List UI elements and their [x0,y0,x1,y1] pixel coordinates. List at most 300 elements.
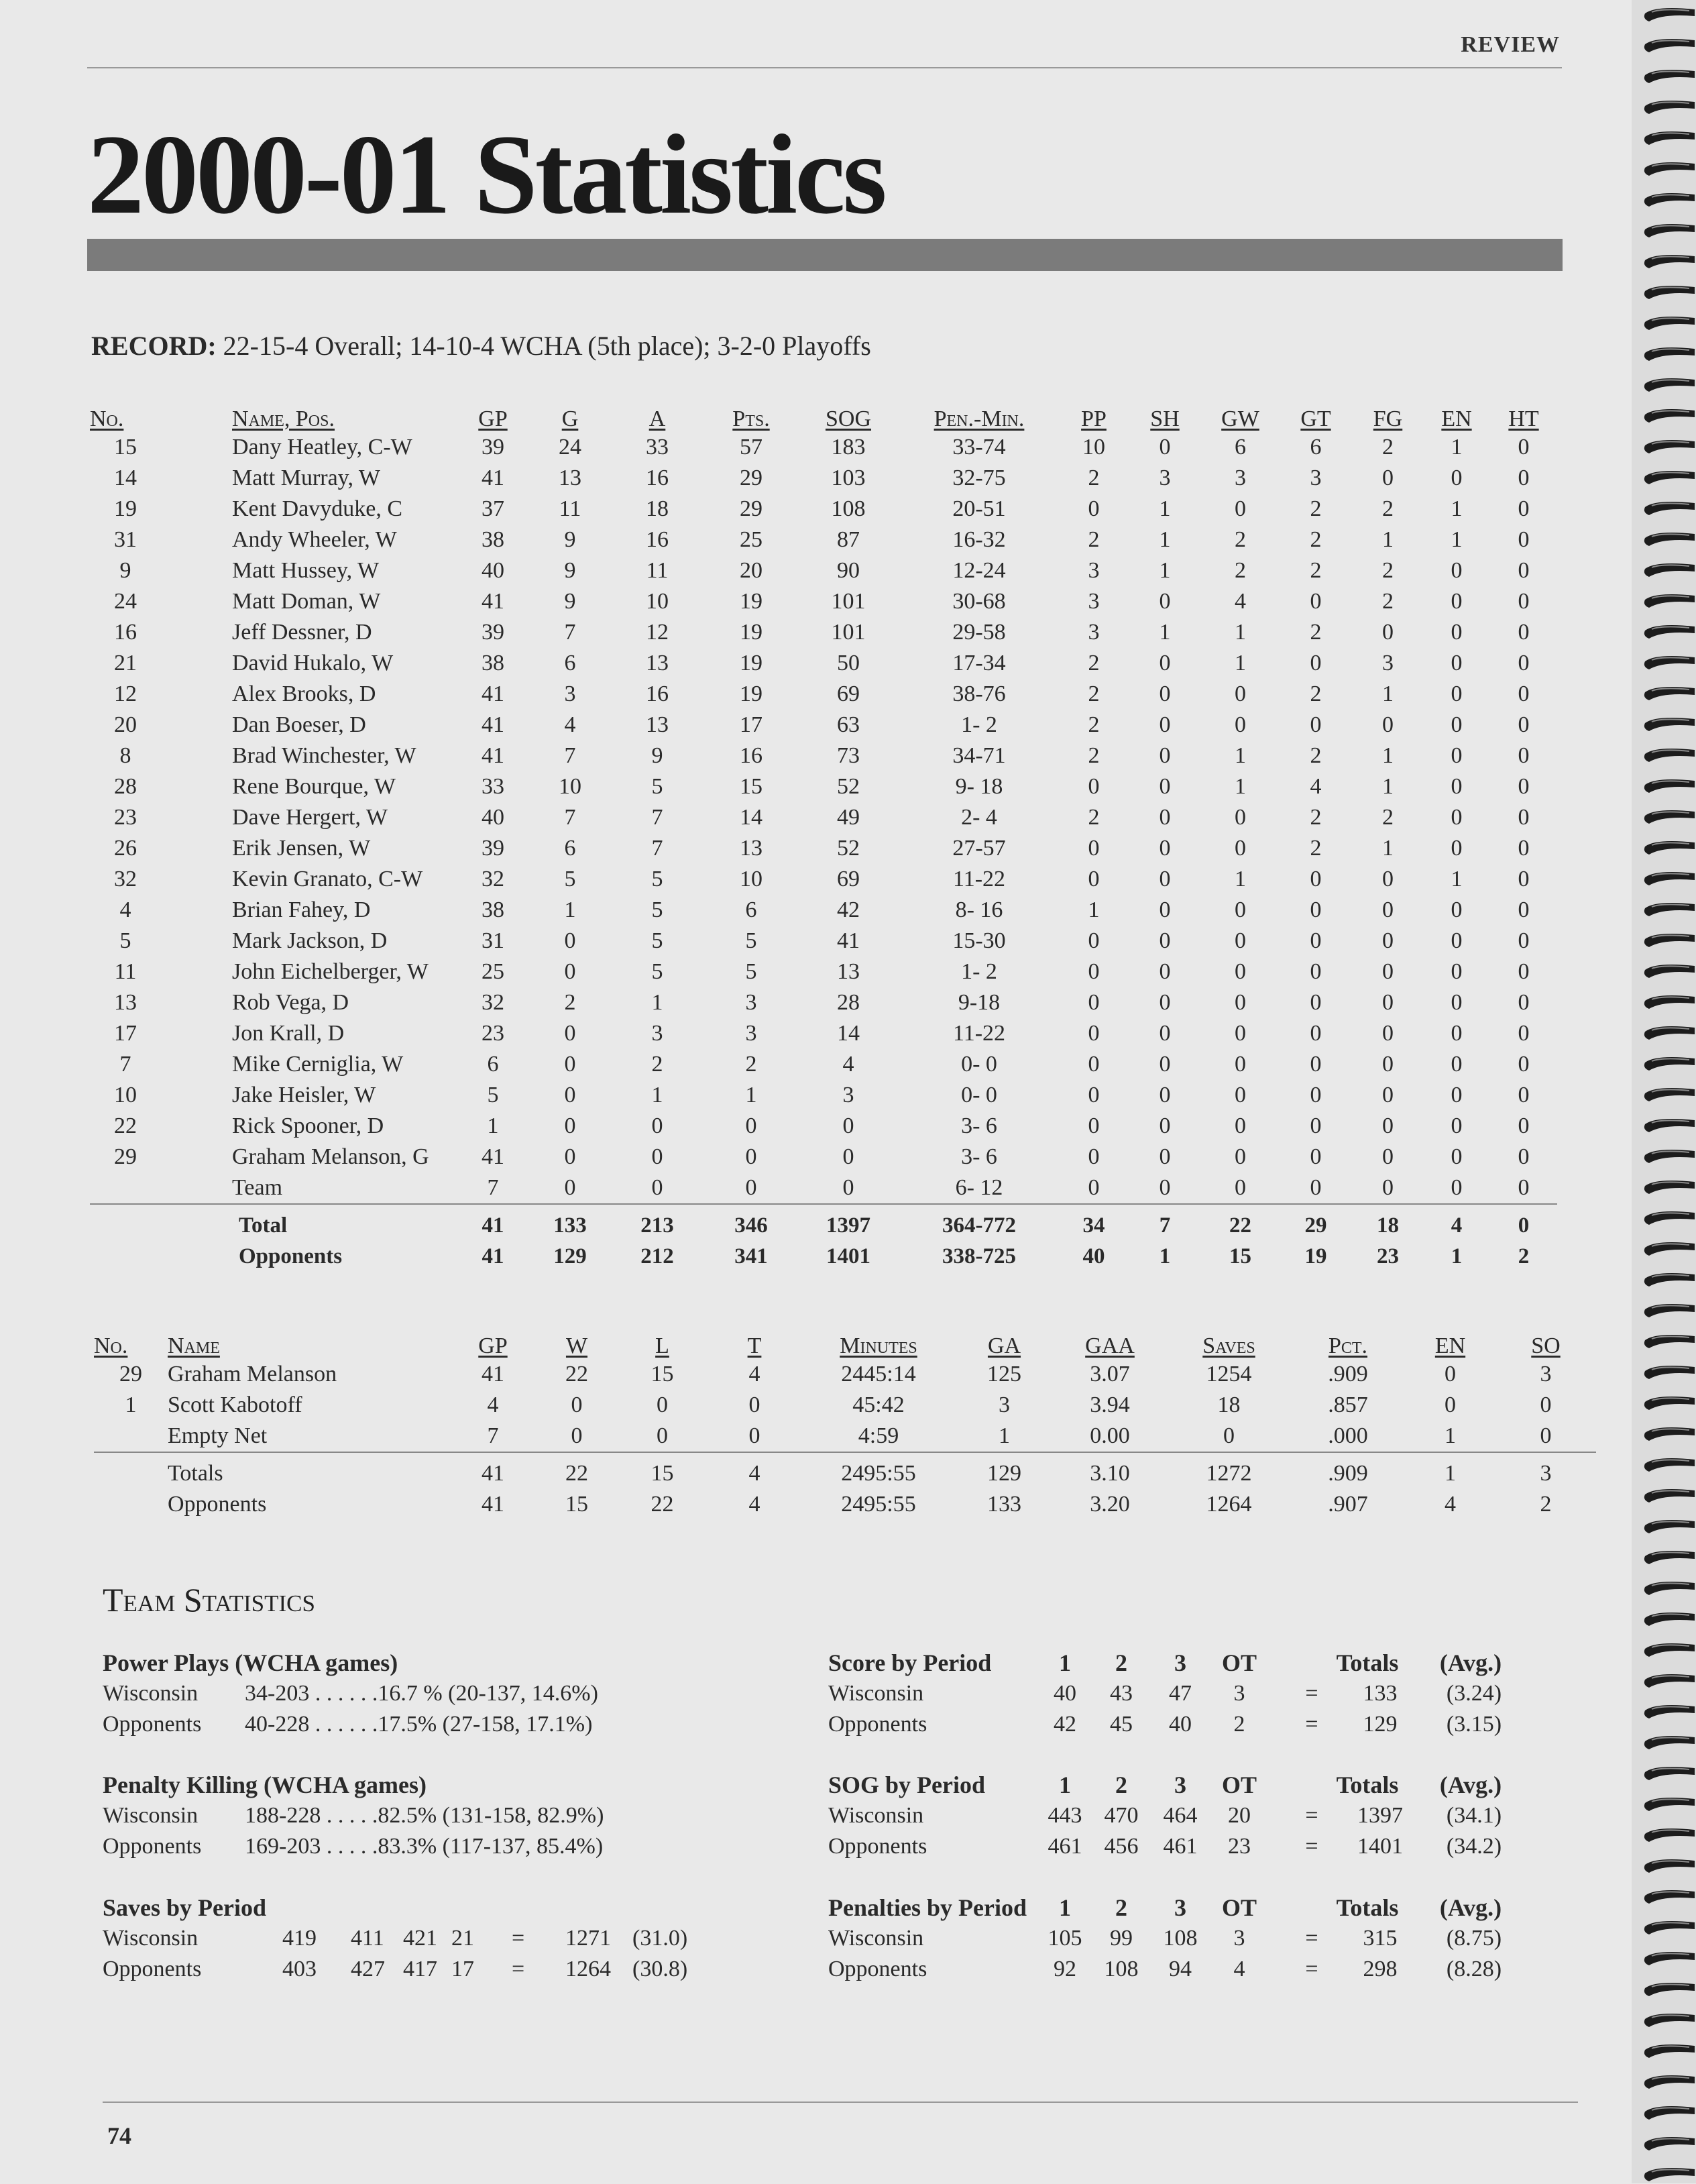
stat-cell: 29 [119,1362,142,1386]
stat-row [103,1681,706,1712]
stat-cell: 2 [564,990,576,1015]
stat-cell: 41 [837,928,860,953]
divider-cell [1279,1204,1353,1210]
stat-cell: 19 [740,681,762,706]
divider-cell [708,1452,801,1458]
stat-cell: 0 [1235,990,1246,1015]
stat-cell: 2- 4 [961,805,997,830]
stat-cell: 41 [482,589,504,614]
player-name: Rene Bourque, W [232,774,396,799]
col-header: L [655,1333,669,1358]
stat-cell: 1401 [826,1244,870,1268]
stat-cell: 29 [1304,1213,1327,1238]
stat-cell: 16-32 [952,527,1006,552]
stat-cell: 32 [114,867,137,891]
stat-cell: 0 [1518,805,1530,830]
stat-cell: 11 [646,558,669,583]
stat-cell: 3 [1310,466,1322,490]
stat-cell: 16 [114,620,137,645]
period-header: OT [1221,1649,1257,1676]
stat-cell: 11 [114,959,137,984]
stat-cell: 0 [1451,558,1463,583]
spiral-coil-icon [1642,899,1696,919]
stat-cell: 12 [114,681,137,706]
stat-cell: 34 [1082,1213,1105,1238]
divider-cell [94,1452,168,1458]
stat-cell: 22 [651,1492,674,1517]
stat-cell: 0 [1382,959,1394,984]
stat-cell: 101 [831,589,866,614]
stat-cell: 0 [1235,897,1246,922]
goalie-stats-table [94,1328,1596,1520]
stat-cell: 4 [1445,1492,1456,1517]
stat-cell: 0 [1382,990,1394,1015]
player-name: Brad Winchester, W [232,743,416,768]
stat-cell: 0 [1518,990,1530,1015]
period-value: (31.0) [632,1926,688,1951]
stat-cell: 0 [1159,651,1171,675]
team-name: Wisconsin [103,1926,199,1951]
stat-cell: 5 [651,897,663,922]
divider-cell [1353,1204,1423,1210]
stat-cell: 3.10 [1090,1461,1130,1486]
totals-label: Total [239,1213,288,1238]
table-row [94,1359,1596,1390]
stat-cell: 0 [1235,959,1246,984]
period-value: 417 [403,1957,437,1981]
table-row [90,617,1557,648]
player-name: Andy Wheeler, W [232,527,397,552]
player-name: Rick Spooner, D [232,1113,384,1138]
stat-cell: 5 [487,1083,499,1107]
team-name: Wisconsin [828,1926,924,1951]
period-header: 2 [1115,1649,1127,1676]
table-row [90,679,1557,710]
stat-cell: 0 [1235,1052,1246,1077]
table-row [90,1172,1557,1204]
stat-cell [94,1458,168,1489]
stat-cell: 1 [651,990,663,1015]
stat-cell: 0 [1235,805,1246,830]
stat-cell: 0 [1235,496,1246,521]
stat-cell: 2 [651,1052,663,1077]
period-value: 315 [1363,1926,1398,1951]
stat-cell: 39 [482,620,504,645]
stat-cell: .907 [1328,1492,1368,1517]
stat-cell: 34-71 [952,743,1006,768]
totals-label: Opponents [168,1492,267,1517]
period-value: 1264 [565,1957,611,1981]
player-name: Matt Hussey, W [232,558,380,583]
stat-cell: 0 [842,1175,854,1200]
period-header: 2 [1115,1771,1127,1798]
stat-cell: 69 [837,867,860,891]
stat-cell: 183 [831,435,866,459]
period-header: OT [1221,1894,1257,1921]
divider-cell [1053,1452,1167,1458]
stat-cell: 0 [1518,527,1530,552]
period-value: 40 [1054,1681,1076,1706]
stat-cell [94,1489,168,1520]
table-row [90,926,1557,957]
stat-cell: 0 [1235,928,1246,953]
stat-cell: 40 [1082,1244,1105,1268]
stat-cell: 3 [745,1021,757,1046]
stat-cell: 341 [734,1244,768,1268]
stat-cell: 0 [1518,774,1530,799]
stat-cell: 9 [119,558,131,583]
stat-cell: 28 [114,774,137,799]
stat-cell: 13 [837,959,860,984]
stat-cell: 2 [1088,805,1100,830]
stat-cell: 0 [1088,928,1100,953]
col-header: Pct. [1328,1333,1368,1358]
stat-cell: 19 [740,589,762,614]
stat-cell: 5 [564,867,576,891]
stat-cell: 13 [646,651,669,675]
stat-cell: 0 [1518,1144,1530,1169]
stat-cell: 2 [1310,496,1322,521]
table-row [90,771,1557,802]
bottom-rule [103,2101,1578,2103]
stat-cell: 29 [740,496,762,521]
stat-cell: 0 [745,1144,757,1169]
player-name: Dany Heatley, C-W [232,435,412,459]
stat-cell: 23 [482,1021,504,1046]
stat-cell: 6 [745,897,757,922]
team-name: Opponents [103,1712,202,1737]
stat-cell: 3.94 [1090,1393,1130,1417]
divider-cell [90,1204,161,1210]
stat-cell: 0 [1088,959,1100,984]
stat-cell: 0 [1223,1423,1235,1448]
stat-cell: 17 [740,712,762,737]
spiral-coil-icon [1642,1177,1696,1197]
stat-cell: 39 [482,836,504,861]
stat-cell: 14 [837,1021,860,1046]
stat-cell: 3 [1382,651,1394,675]
player-name: Dave Hergert, W [232,805,388,830]
stat-cell: 0 [564,1021,576,1046]
period-value: 461 [1048,1834,1082,1859]
period-value: (34.1) [1446,1803,1502,1828]
stat-cell: 0 [1159,774,1171,799]
col-header: GAA [1085,1333,1135,1358]
stat-cell: 4 [487,1393,499,1417]
record-text: 22-15-4 Overall; 14-10-4 WCHA (5th place); 3-2-0 Playoffs [223,331,871,361]
period-value: 92 [1054,1957,1076,1981]
stat-cell: 0 [1451,836,1463,861]
stat-cell: 7 [564,620,576,645]
player-name: John Eichelberger, W [232,959,429,984]
stat-cell: 41 [482,1244,504,1268]
stat-cell: 0 [1518,1083,1530,1107]
spiral-coil-icon [1642,930,1696,950]
section-label: REVIEW [1461,32,1560,57]
stat-cell: 52 [837,774,860,799]
stat-cell: 15 [651,1362,674,1386]
stat-cell: 2 [1235,527,1246,552]
period-value: 3 [1233,1926,1245,1951]
stat-cell: 0 [1159,1083,1171,1107]
stat-cell: 22 [1229,1213,1251,1238]
spiral-coil-icon [1642,621,1696,641]
stat-cell: 0 [1310,990,1322,1015]
stat-cell: 0 [1088,867,1100,891]
stat-cell: 4 [564,712,576,737]
stat-cell: 30-68 [952,589,1006,614]
spiral-coil-icon [1642,1485,1696,1505]
goalie-name: Empty Net [168,1423,268,1448]
stat-cell: 32 [482,867,504,891]
stat-cell: 2 [1310,805,1322,830]
stat-cell: 13 [114,990,137,1015]
stat-cell [94,1421,168,1452]
stat-cell: 2 [1310,620,1322,645]
spiral-coil-icon [1642,158,1696,178]
col-header: G [561,406,579,431]
stat-cell: 31 [114,527,137,552]
stat-cell: 1264 [1206,1492,1252,1517]
stat-cell: 0 [1159,897,1171,922]
spiral-coil-icon [1642,2164,1696,2184]
col-header: W [565,1333,588,1358]
player-name: Kent Davyduke, C [232,496,403,521]
block-title: Power Plays (WCHA games) [103,1649,398,1676]
spiral-coil-icon [1642,590,1696,610]
stat-cell: 1 [1451,496,1463,521]
stat-cell: 90 [837,558,860,583]
stat-cell: 31 [482,928,504,953]
block-header [828,1771,1502,1803]
divider-cell [456,1204,530,1210]
spiral-coil-icon [1642,1794,1696,1814]
stat-cell: 26 [114,836,137,861]
score-by-period-block [828,1649,1502,1743]
stat-cell: 0 [1382,867,1394,891]
divider-cell [449,1452,536,1458]
divider-cell [1291,1452,1405,1458]
stat-cell: .909 [1328,1461,1368,1486]
stat-cell: 13 [740,836,762,861]
stat-cell: 1 [1159,1244,1171,1268]
stat-cell: 29 [114,1144,137,1169]
spiral-coil-icon [1642,1022,1696,1042]
stat-cell: 0 [1518,928,1530,953]
period-value: 105 [1048,1926,1082,1951]
col-header: T [747,1333,762,1358]
spiral-coil-icon [1642,529,1696,549]
stat-cell: 0 [564,1113,576,1138]
spiral-coil-icon [1642,2102,1696,2122]
stat-cell: 5 [651,928,663,953]
stat-cell: 2 [745,1052,757,1077]
stat-cell: 1 [1451,1244,1463,1268]
stat-cell: 1 [1159,496,1171,521]
stat-cell: 22 [565,1461,588,1486]
player-name: Alex Brooks, D [232,681,376,706]
stat-cell: 4 [748,1362,760,1386]
stat-cell: 0 [1382,466,1394,490]
period-value: 3 [1233,1681,1245,1706]
table-row [94,1390,1596,1421]
stat-cell: 0 [745,1113,757,1138]
stat-cell: 0 [1310,867,1322,891]
period-value: 403 [282,1957,317,1981]
stat-cell: 1397 [826,1213,870,1238]
stat-cell: 1 [1445,1461,1456,1486]
stat-cell: 63 [837,712,860,737]
period-value: 427 [351,1957,385,1981]
stat-cell: 4 [1235,589,1246,614]
col-header: Pts. [732,406,770,431]
stat-cell: 33 [482,774,504,799]
spiral-coil-icon [1642,35,1696,55]
stat-cell: 0 [1159,990,1171,1015]
stat-cell: 0 [1088,1083,1100,1107]
stat-cell: 9 [651,743,663,768]
stat-cell: 0 [1451,805,1463,830]
stat-cell: 3.20 [1090,1492,1130,1517]
penalty-killing-block [103,1771,706,1865]
col-header: SO [1531,1333,1561,1358]
table-row [90,864,1557,895]
stat-cell: 19 [740,651,762,675]
spiral-coil-icon [1642,683,1696,703]
stat-cell: 41 [482,1362,504,1386]
period-value: 17 [451,1957,474,1981]
stat-cell: 1 [999,1423,1010,1448]
stat-cell: 0 [1451,1113,1463,1138]
stat-cell: 0 [1451,959,1463,984]
col-header: Pen.-Min. [934,406,1025,431]
period-value: 456 [1104,1834,1139,1859]
block-header [828,1649,1502,1681]
totals-row [94,1458,1596,1489]
page-title: 2000-01 Statistics [87,111,885,237]
spiral-coil-icon [1642,220,1696,240]
divider-cell [536,1452,617,1458]
col-header: GA [987,1333,1021,1358]
block-title: Penalties by Period [828,1894,1027,1921]
period-value: 421 [403,1926,437,1951]
divider-cell [1128,1204,1202,1210]
stat-cell: 18 [646,496,669,521]
stat-cell: 3 [1088,589,1100,614]
col-header: PP [1081,406,1107,431]
stat-cell: 6 [564,836,576,861]
stat-cell: 0 [1088,774,1100,799]
spiral-coil-icon [1642,127,1696,148]
stat-cell: 6- 12 [955,1175,1003,1200]
stat-cell: 2 [1310,743,1322,768]
stat-cell: 20 [740,558,762,583]
stat-cell: 41 [482,1213,504,1238]
table-row [90,710,1557,741]
period-value: (30.8) [632,1957,688,1981]
skater-header-row [90,401,1557,432]
player-name: Dan Boeser, D [232,712,366,737]
spiral-coil-icon [1642,282,1696,302]
spiral-coil-icon [1642,961,1696,981]
stat-cell: 33 [646,435,669,459]
stat-cell: 1254 [1206,1362,1252,1386]
stat-cell: 0 [1310,1052,1322,1077]
table-row [90,802,1557,833]
stat-cell: 1 [1235,620,1246,645]
table-row [90,1142,1557,1172]
spiral-coil-icon [1642,1979,1696,1999]
stat-cell: 25 [740,527,762,552]
spiral-coil-icon [1642,837,1696,857]
stat-cell: 0 [1159,712,1171,737]
period-value: 2 [1233,1712,1245,1737]
spiral-coil-icon [1642,405,1696,425]
stat-cell: 29-58 [952,620,1006,645]
stat-cell: 15 [114,435,137,459]
stat-cell: 1 [564,897,576,922]
stat-cell: 15 [1229,1244,1251,1268]
table-row [90,525,1557,555]
stat-cell: 41 [482,466,504,490]
stat-cell: 2 [1088,651,1100,675]
stat-cell: 0 [1310,1113,1322,1138]
stat-cell: 0 [1518,712,1530,737]
goalie-header-row [94,1328,1596,1359]
stat-cell: 33-74 [952,435,1006,459]
stat-cell: 21 [114,651,137,675]
stat-cell: 0 [1310,1144,1322,1169]
stat-cell: 1 [1159,558,1171,583]
stat-cell: 13 [646,712,669,737]
stat-row [103,1926,740,1957]
stat-cell: 0.00 [1090,1423,1130,1448]
stat-cell: 0 [1310,651,1322,675]
stat-cell: 0 [1159,1113,1171,1138]
stat-cell: 0 [1451,743,1463,768]
title-underbar [87,239,1563,271]
table-divider [94,1452,1596,1458]
spiral-coil-icon [1642,436,1696,456]
stat-cell: 213 [640,1213,674,1238]
spiral-coil-icon [1642,343,1696,364]
stat-cell: 0 [1518,897,1530,922]
stat-row [828,1957,1502,1987]
player-name: Mike Cerniglia, W [232,1052,404,1077]
stat-cell: 17-34 [952,651,1006,675]
spiral-coil-icon [1642,1547,1696,1567]
stat-cell: 0 [1451,1144,1463,1169]
stat-cell: 0 [1518,651,1530,675]
stat-cell: 49 [837,805,860,830]
period-header: 3 [1174,1894,1186,1921]
divider-cell [1423,1204,1490,1210]
spiral-coil-icon [1642,4,1696,24]
stat-cell: 4 [748,1461,760,1486]
stat-cell: 0 [1382,897,1394,922]
col-header: FG [1373,406,1403,431]
sog-by-period-block [828,1771,1502,1865]
period-value: (8.75) [1446,1926,1502,1951]
spiral-coil-icon [1642,1331,1696,1351]
table-row [90,833,1557,864]
stat-cell: 11-22 [952,1021,1006,1046]
stat-cell: 7 [564,805,576,830]
penalties-by-period-block [828,1894,1502,1987]
spiral-coil-icon [1642,1824,1696,1845]
stat-cell: 1 [745,1083,757,1107]
stat-cell: 0 [1235,1144,1246,1169]
